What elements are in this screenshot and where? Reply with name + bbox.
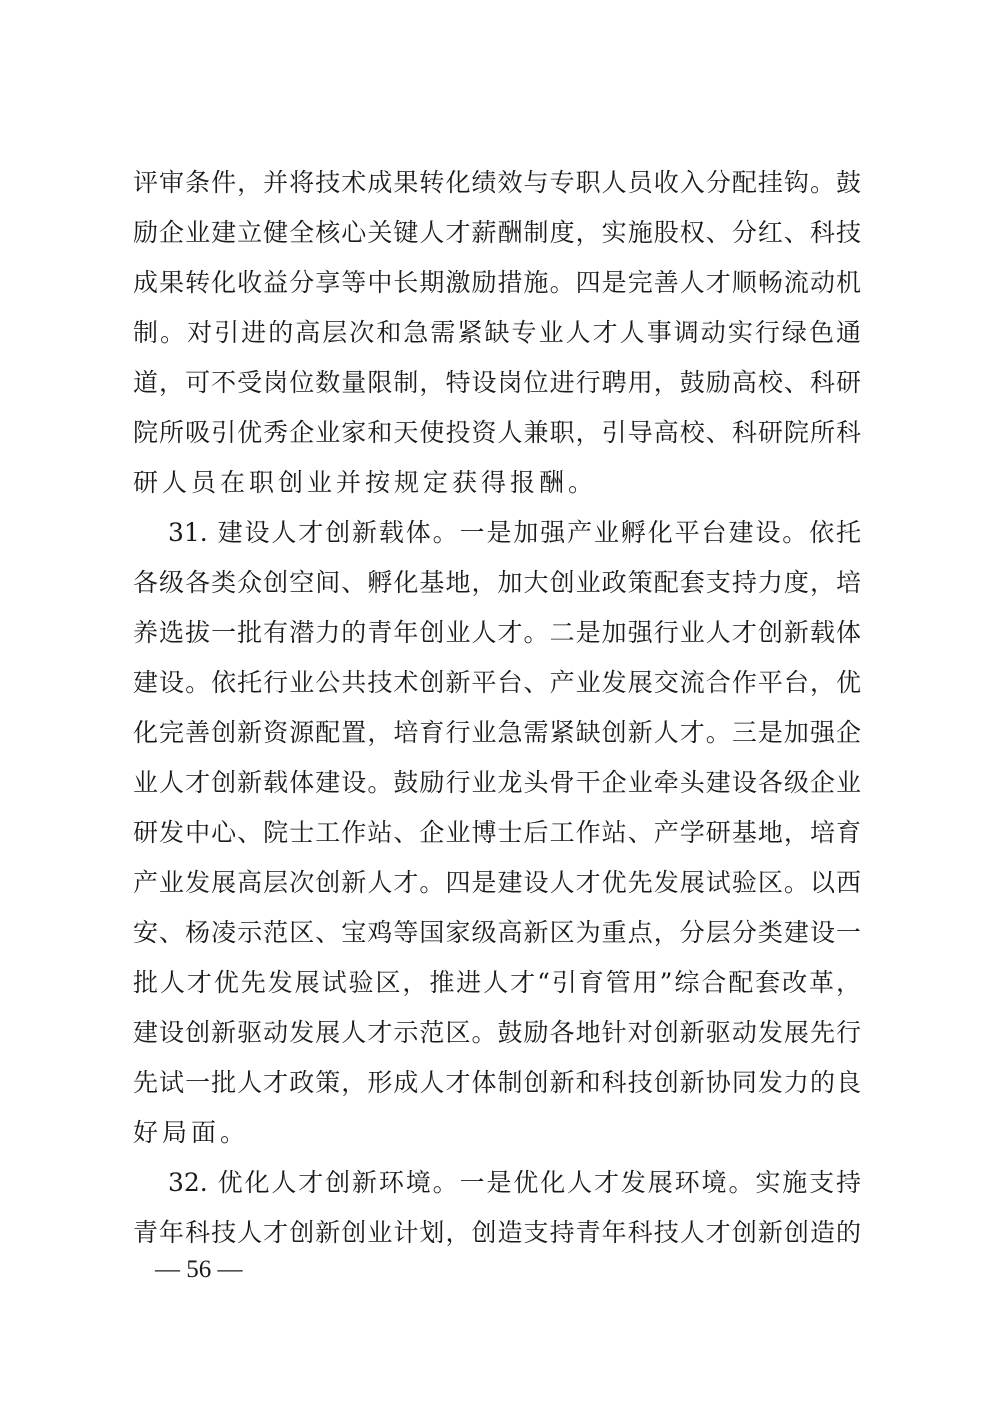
text-line: 青年科技人才创新创业计划，创造支持青年科技人才创新创造的 [133,1218,861,1247]
text-line: 养选拔一批有潜力的青年创业人才。二是加强行业人才创新载体 [133,618,861,647]
text-line: 制。对引进的高层次和急需紧缺专业人才人事调动实行绿色通 [133,318,861,347]
text-line: 励企业建立健全核心关键人才薪酬制度，实施股权、分红、科技 [133,218,861,247]
text-line: 研发中心、院士工作站、企业博士后工作站、产学研基地，培育 [133,818,861,847]
text-line: 批人才优先发展试验区，推进人才“引育管用”综合配套改革， [133,968,861,997]
text-line: 安、杨凌示范区、宝鸡等国家级高新区为重点，分层分类建设一 [133,918,861,947]
section-31-heading-line: 31. 建设人才创新载体。一是加强产业孵化平台建设。依托 [168,518,861,547]
text-line: 先试一批人才政策，形成人才体制创新和科技创新协同发力的良 [133,1068,861,1097]
text-line: 产业发展高层次创新人才。四是建设人才优先发展试验区。以西 [133,868,861,897]
page-number: — 56 — [155,1256,243,1283]
text-line: 评审条件，并将技术成果转化绩效与专职人员收入分配挂钩。鼓 [133,168,861,197]
text-line: 建设。依托行业公共技术创新平台、产业发展交流合作平台，优 [133,668,861,697]
text-line: 业人才创新载体建设。鼓励行业龙头骨干企业牵头建设各级企业 [133,768,861,797]
text-line: 研人员在职创业并按规定获得报酬。 [133,468,598,497]
text-line: 化完善创新资源配置，培育行业急需紧缺创新人才。三是加强企 [133,718,861,747]
text-line: 道，可不受岗位数量限制，特设岗位进行聘用，鼓励高校、科研 [133,368,861,397]
text-line: 院所吸引优秀企业家和天使投资人兼职，引导高校、科研院所科 [133,418,861,447]
text-line: 建设创新驱动发展人才示范区。鼓励各地针对创新驱动发展先行 [133,1018,861,1047]
section-32-heading-line: 32. 优化人才创新环境。一是优化人才发展环境。实施支持 [168,1168,861,1197]
text-line: 好局面。 [133,1118,250,1147]
text-line: 各级各类众创空间、孵化基地，加大创业政策配套支持力度，培 [133,568,861,597]
text-line: 成果转化收益分享等中长期激励措施。四是完善人才顺畅流动机 [133,268,861,297]
